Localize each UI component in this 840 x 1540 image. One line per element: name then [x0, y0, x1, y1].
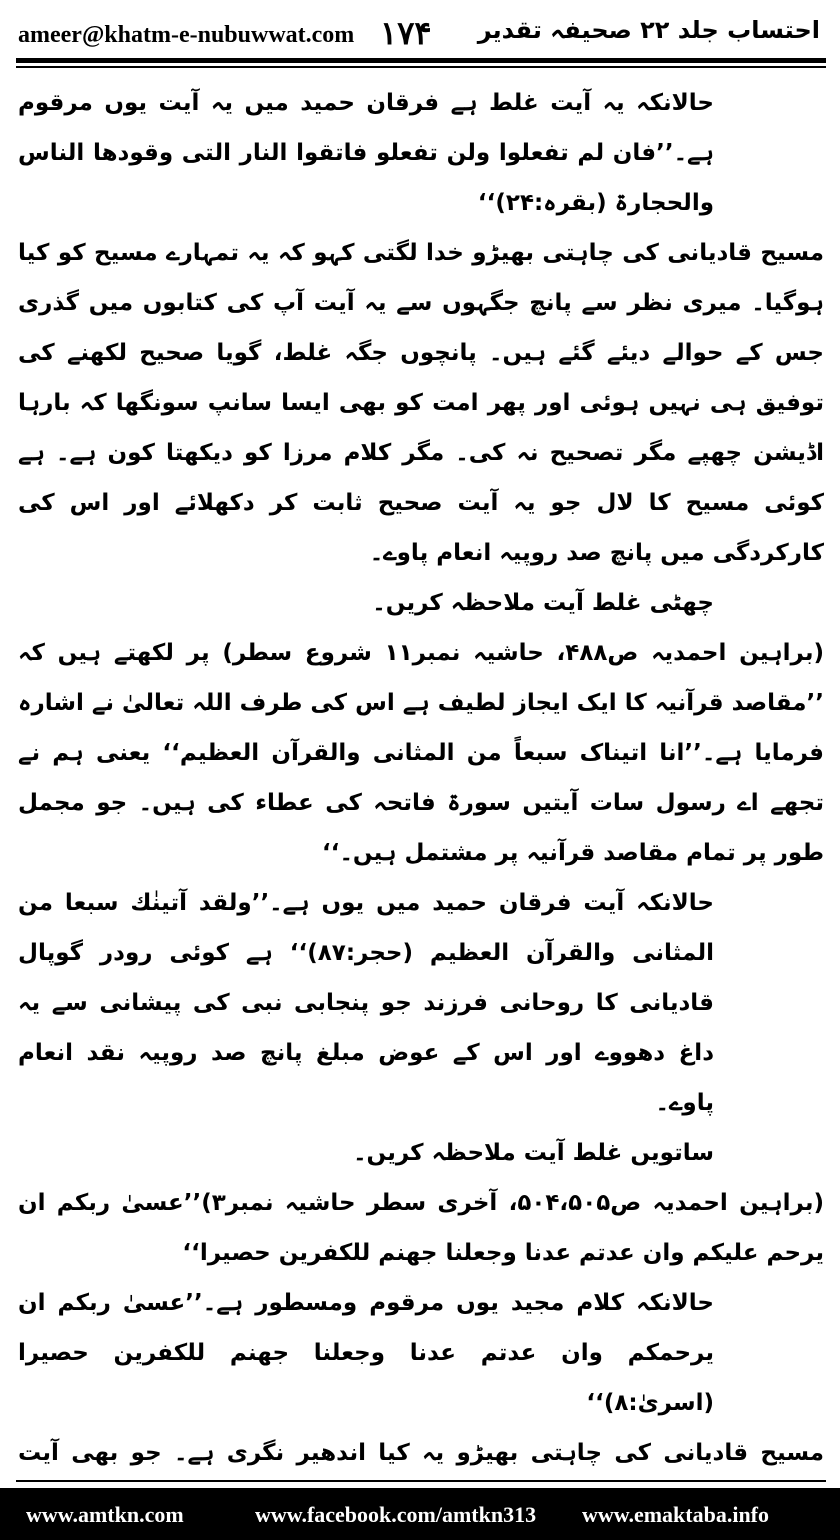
- paragraph-5: حالانکہ آیت فرقان حمید میں یوں ہے۔’’ولقد آتینٰك سبعا من المثانی والقرآن العظیم (حجر:۸۷)‘‘ ہے کوئی رودر گوپال قادیانی کا روحانی فرزند جو پنجابی نبی کی پیشانی سے یہ داغ دھووے اور اس کے عوض مبلغ پانچ صد روپیہ نقد انعام پاوے۔: [18, 890, 714, 1116]
- footer-rule: [16, 1480, 826, 1482]
- footer-link-emaktaba[interactable]: www.emaktaba.info: [582, 1502, 770, 1527]
- header-rule-thin: [16, 66, 826, 68]
- page-footer: [0, 1488, 840, 1540]
- footer-link-amtkn[interactable]: www.amtkn.com: [26, 1502, 184, 1527]
- header-email: ameer@khatm-e-nubuwwat.com: [18, 22, 355, 48]
- paragraph-4: (براہین احمدیہ ص۴۸۸، حاشیہ نمبر۱۱ شروع سطر) پر لکھتے ہیں کہ ’’مقاصد قرآنیہ کا ایک ایجاز لطیف ہے اس کی طرف اللہ تعالیٰ نے اشارہ فرمایا ہے۔’’انا اتیناک سبعاً من المثانی والقرآن العظیم‘‘ یعنی ہم نے تجھے اے رسول سات آیتیں سورۃ فاتحہ کی عطاء کی ہیں۔ جو مجمل طور پر تمام مقاصد قرآنیہ پر مشتمل ہیں۔‘‘: [18, 640, 824, 866]
- paragraph-1: حالانکہ یہ آیت غلط ہے فرقان حمید میں یہ آیت یوں مرقوم ہے۔’’فان لم تفعلوا ولن تفعلو فاتقوا النار التی وقودھا الناس والحجارۃ (بقرہ:۲۴)‘‘: [18, 90, 714, 216]
- paragraph-9: مسیح قادیانی کی چاہتی بھیڑو یہ کیا اندھیر نگری ہے۔ جو بھی آیت: [18, 1440, 824, 1466]
- page-body: [18, 78, 824, 1484]
- footer-link-facebook[interactable]: www.facebook.com/amtkn313: [255, 1502, 537, 1527]
- paragraph-8: حالانکہ کلام مجید یوں مرقوم ومسطور ہے۔’’عسیٰ ربکم ان یرحمکم وان عدتم عدنا وجعلنا جھنم للکفرین حصیرا (اسریٰ:۸)‘‘: [18, 1290, 714, 1416]
- paragraph-6: ساتویں غلط آیت ملاحظہ کریں۔: [353, 1140, 714, 1166]
- paragraph-7: (براہین احمدیہ ص۵۰۴،۵۰۵، آخری سطر حاشیہ نمبر۳)’’عسیٰ ربکم ان یرحم علیکم وان عدتم عدنا وجعلنا جھنم للکفرین حصیرا‘‘: [18, 1190, 824, 1266]
- header-rule-thick: [16, 58, 826, 63]
- paragraph-3: چھٹی غلط آیت ملاحظہ کریں۔: [372, 590, 714, 616]
- book-title: احتساب جلد ۲۲ صحیفہ تقدیر: [477, 16, 820, 44]
- page-number: ۱۷۴: [380, 14, 432, 52]
- paragraph-2: مسیح قادیانی کی چاہتی بھیڑو خدا لگتی کہو کہ یہ تمہارے مسیح کو کیا ہوگیا۔ میری نظر سے پانچ جگہوں سے یہ آیت آپ کی کتابوں میں گذری جس کے حوالے دیئے گئے ہیں۔ پانچوں جگہ غلط، گویا صحیح لکھنے کی توفیق ہی نہیں ہوئی اور پھر امت کو بھی ایسا سانپ سونگھا کہ بارہا اڈیشن چھپے مگر تصحیح نہ کی۔ مگر کلام مرزا کو دیکھتا کون ہے۔ ہے کوئی مسیح کا لال جو یہ آیت صحیح ثابت کر دکھلائے اور اس کی کارکردگی میں پانچ صد روپیہ انعام پاوے۔: [18, 240, 824, 566]
